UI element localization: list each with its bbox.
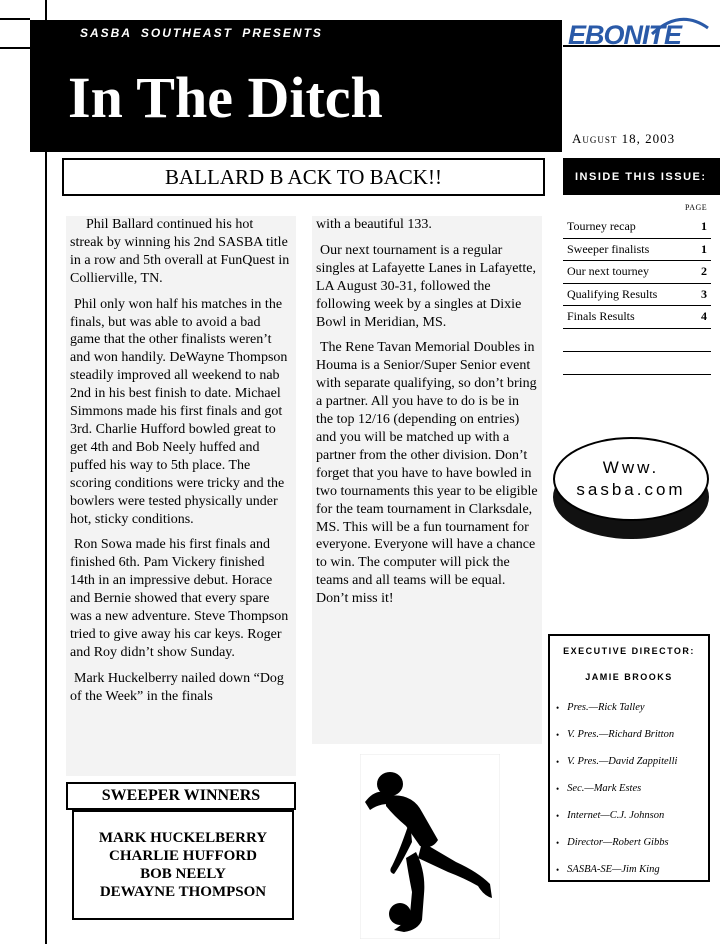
executive-title: EXECUTIVE DIRECTOR: <box>563 646 695 656</box>
article-paragraph: Ron Sowa made his first finals and finished 6th. Pam Vickery finished 14th in an impressive debut. Horace and Bernie showed that every spare was a new adventure. Steve Thompson tried to give away his car keys. Roger and Roy didn’t show Sunday. <box>70 537 289 660</box>
officer-name: Sec.—Mark Estes <box>567 783 642 794</box>
article-paragraph: The Rene Tavan Memorial Doubles in Houma is a Senior/Super Senior event with separate qualifying, so don’t bring a partner. All you have to do is be in the top 12/16 (depending on entries) and you will be matched up with a partner from the other division. Don’t forget that you have to have bowled in two tournaments this year to be eligible for the team tournament in Clarksdale, MS. This will be a fun tournament for everyone. Everyone will have a chance to win. The computer will pick the teams and all teams will be equal. Don’t miss it! <box>316 340 538 607</box>
officer-item <box>556 721 708 748</box>
table-of-contents <box>563 216 711 375</box>
toc-page: 2 <box>701 264 707 279</box>
ebonite-logo: EBONITE <box>568 20 682 50</box>
bullet-icon: • <box>556 729 560 740</box>
toc-row-empty <box>563 352 711 375</box>
sweeper-winner: MARK HUCKELBERRY <box>98 830 268 846</box>
sweeper-winner: BOB NEELY <box>140 866 226 882</box>
officer-name: V. Pres.—David Zappitelli <box>567 756 678 767</box>
logo-swoosh-icon <box>650 14 710 38</box>
executive-name: JAMIE BROOKS <box>585 672 673 682</box>
newsletter-title: In The Ditch <box>68 65 383 130</box>
sweeper-title: SWEEPER WINNERS <box>101 787 261 804</box>
article-paragraph: Phil Ballard continued his hot streak by winning his 2nd SASBA title in a row and 5th overall at FunQuest in Collierville, TN. <box>70 217 290 286</box>
presents-text: SASBA SOUTHEAST PRESENTS <box>80 26 323 40</box>
headline: BALLARD B ACK TO BACK!! <box>165 164 442 189</box>
sweeper-winner: DEWAYNE THOMPSON <box>99 884 267 900</box>
website-oval[interactable] <box>553 437 709 521</box>
officer-item <box>556 748 708 775</box>
inside-this-issue-header: INSIDE THIS ISSUE: <box>563 158 720 195</box>
toc-label: Tourney recap <box>567 219 636 234</box>
officer-name: Pres.—Rick Talley <box>567 702 645 713</box>
sweeper-title-box <box>66 782 296 810</box>
officer-list <box>556 694 708 883</box>
decorative-rule <box>0 47 30 49</box>
officer-item <box>556 775 708 802</box>
officer-item <box>556 802 708 829</box>
toc-page: 1 <box>701 219 707 234</box>
bullet-icon: • <box>556 864 560 875</box>
toc-label: Qualifying Results <box>567 286 658 301</box>
toc-label: Our next tourney <box>567 264 649 279</box>
bowler-silhouette-icon <box>360 754 500 939</box>
toc-page: 1 <box>701 241 707 256</box>
decorative-rule <box>0 18 30 20</box>
toc-row <box>563 284 711 307</box>
article-paragraph: Phil only won half his matches in the finals, but was able to avoid a bad game that the other finalists weren’t and won handily. DeWayne Thompson steadily improved all weekend to nab 2nd in his best finish to date. Michael Simmons made his first finals and got 3rd. Charlie Hufford bowled great to get 4th and Bob Neely huffed and puffed his way to 5th place. The scoring conditions were tricky and the bowlers were tested physically under hot, sticky conditions. <box>70 296 288 527</box>
toc-row <box>563 306 711 329</box>
officer-item <box>556 829 708 856</box>
executive-box <box>548 634 710 882</box>
toc-row <box>563 216 711 239</box>
officer-name: V. Pres.—Richard Britton <box>567 729 675 740</box>
toc-label: Sweeper finalists <box>567 241 650 256</box>
bullet-icon: • <box>556 702 560 713</box>
article-paragraph: with a beautiful 133. <box>316 217 432 232</box>
officer-name: Internet—C.J. Johnson <box>567 810 665 821</box>
article-paragraph: Mark Huckelberry nailed down “Dog of the Week” in the finals <box>70 670 284 704</box>
officer-name: SASBA-SE—Jim King <box>567 864 660 875</box>
bullet-icon: • <box>556 810 560 821</box>
article-paragraph: Our next tournament is a regular singles at Lafayette Lanes in Lafayette, LA August 30-31, followed the following week by a singles at Dixie Bowl in Meridian, MS. <box>316 242 537 330</box>
toc-row <box>563 239 711 262</box>
website-line-1: Www. <box>602 458 660 477</box>
bullet-icon: • <box>556 756 560 767</box>
article-column-1 <box>66 216 296 776</box>
toc-label: Finals Results <box>567 309 635 324</box>
issue-date: August 18, 2003 <box>572 131 676 146</box>
sweeper-winners-box <box>72 810 294 920</box>
officer-item <box>556 856 708 883</box>
sweeper-winner: CHARLIE HUFFORD <box>109 848 257 864</box>
bullet-icon: • <box>556 837 560 848</box>
headline-box <box>62 158 545 196</box>
bullet-icon: • <box>556 783 560 794</box>
officer-item <box>556 694 708 721</box>
toc-page: 4 <box>701 309 707 324</box>
toc-page: 3 <box>701 286 707 301</box>
article-column-2 <box>312 216 542 744</box>
page-column-label: PAGE <box>685 203 708 212</box>
toc-row <box>563 261 711 284</box>
website-line-2: sasba.com <box>576 480 686 499</box>
officer-name: Director—Robert Gibbs <box>567 837 669 848</box>
toc-row-empty <box>563 329 711 352</box>
